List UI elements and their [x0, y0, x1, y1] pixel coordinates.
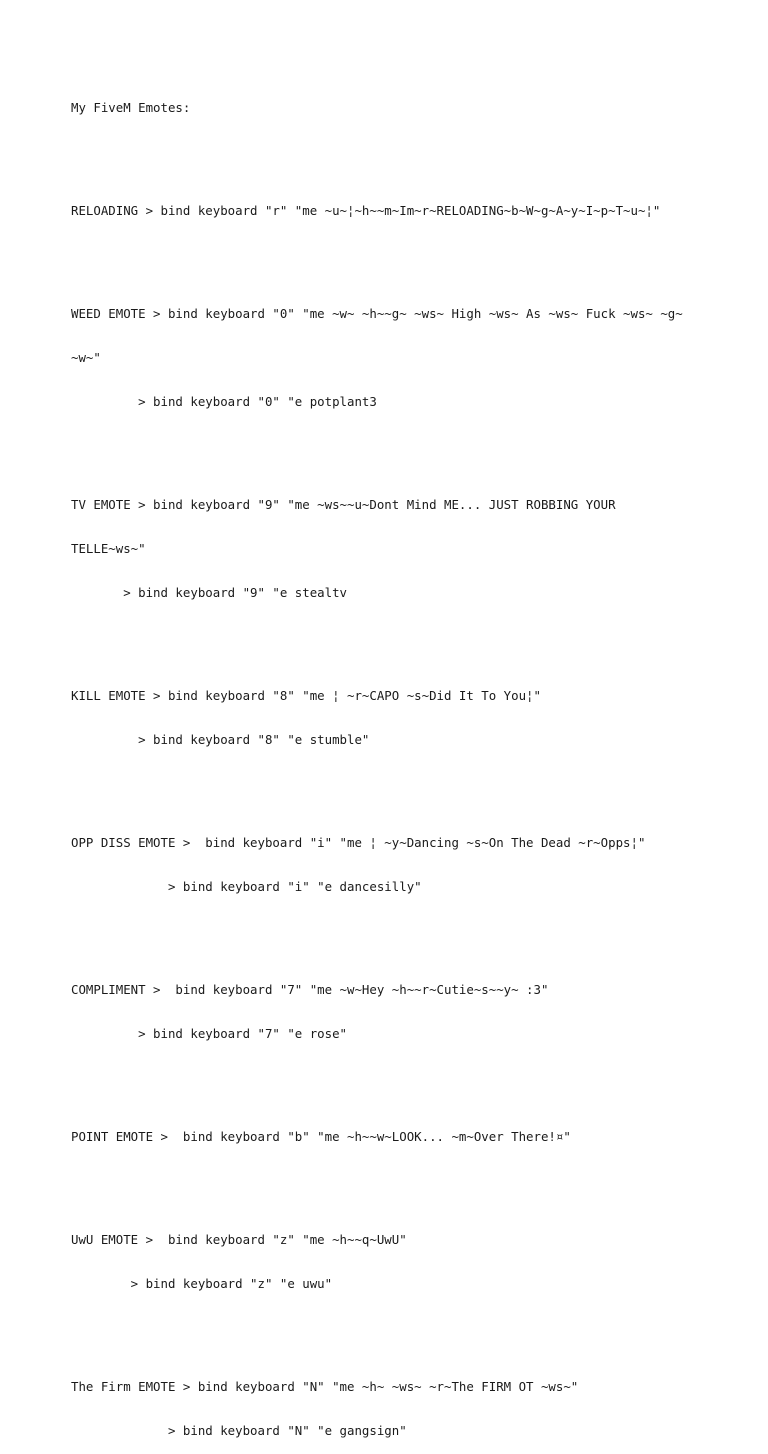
spacer	[71, 146, 711, 161]
weed-emote-line-3: > bind keyboard "0" "e potplant3	[71, 394, 377, 410]
tv-emote-line-2: TELLE~ws~"	[71, 541, 146, 557]
firm-emote-line-1: The Firm EMOTE > bind keyboard "N" "me ~h~ ~ws~ ~r~The FIRM OT ~ws~"	[71, 1379, 579, 1395]
spacer	[71, 925, 711, 940]
spacer	[71, 1321, 711, 1336]
opp-diss-emote-line-2: > bind keyboard "i" "e dancesilly"	[71, 879, 422, 895]
tv-emote-line-3: > bind keyboard "9" "e stealtv	[71, 585, 348, 601]
spacer	[71, 1174, 711, 1189]
opp-diss-emote-line-1: OPP DISS EMOTE > bind keyboard "i" "me ¦ ~y~Dancing ~s~On The Dead ~r~Opps¦"	[71, 835, 646, 851]
uwu-emote-line-1: UwU EMOTE > bind keyboard "z" "me ~h~~q~UwU"	[71, 1232, 407, 1248]
document-body	[71, 72, 711, 1454]
firm-emote-line-2: > bind keyboard "N" "e gangsign"	[71, 1423, 407, 1439]
spacer	[71, 1072, 711, 1087]
spacer	[71, 248, 711, 263]
spacer	[71, 439, 711, 454]
kill-emote-line-1: KILL EMOTE > bind keyboard "8" "me ¦ ~r~CAPO ~s~Did It To You¦"	[71, 688, 541, 704]
reloading-line-1: RELOADING > bind keyboard "r" "me ~u~¦~h~~m~Im~r~RELOADING~b~W~g~A~y~I~p~T~u~¦"	[71, 203, 661, 219]
kill-emote-line-2: > bind keyboard "8" "e stumble"	[71, 732, 370, 748]
spacer	[71, 778, 711, 793]
uwu-emote-line-2: > bind keyboard "z" "e uwu"	[71, 1276, 333, 1292]
compliment-line-1: COMPLIMENT > bind keyboard "7" "me ~w~Hey ~h~~r~Cutie~s~~y~ :3"	[71, 982, 549, 998]
weed-emote-line-2: ~w~"	[71, 350, 101, 366]
tv-emote-line-1: TV EMOTE > bind keyboard "9" "me ~ws~~u~Dont Mind ME... JUST ROBBING YOUR	[71, 497, 616, 513]
compliment-line-2: > bind keyboard "7" "e rose"	[71, 1026, 348, 1042]
spacer	[71, 631, 711, 646]
document-title: My FiveM Emotes:	[71, 100, 191, 116]
point-emote-line-1: POINT EMOTE > bind keyboard "b" "me ~h~~w~LOOK... ~m~Over There!¤"	[71, 1129, 571, 1145]
weed-emote-line-1: WEED EMOTE > bind keyboard "0" "me ~w~ ~h~~g~ ~ws~ High ~ws~ As ~ws~ Fuck ~ws~ ~g~	[71, 306, 683, 322]
